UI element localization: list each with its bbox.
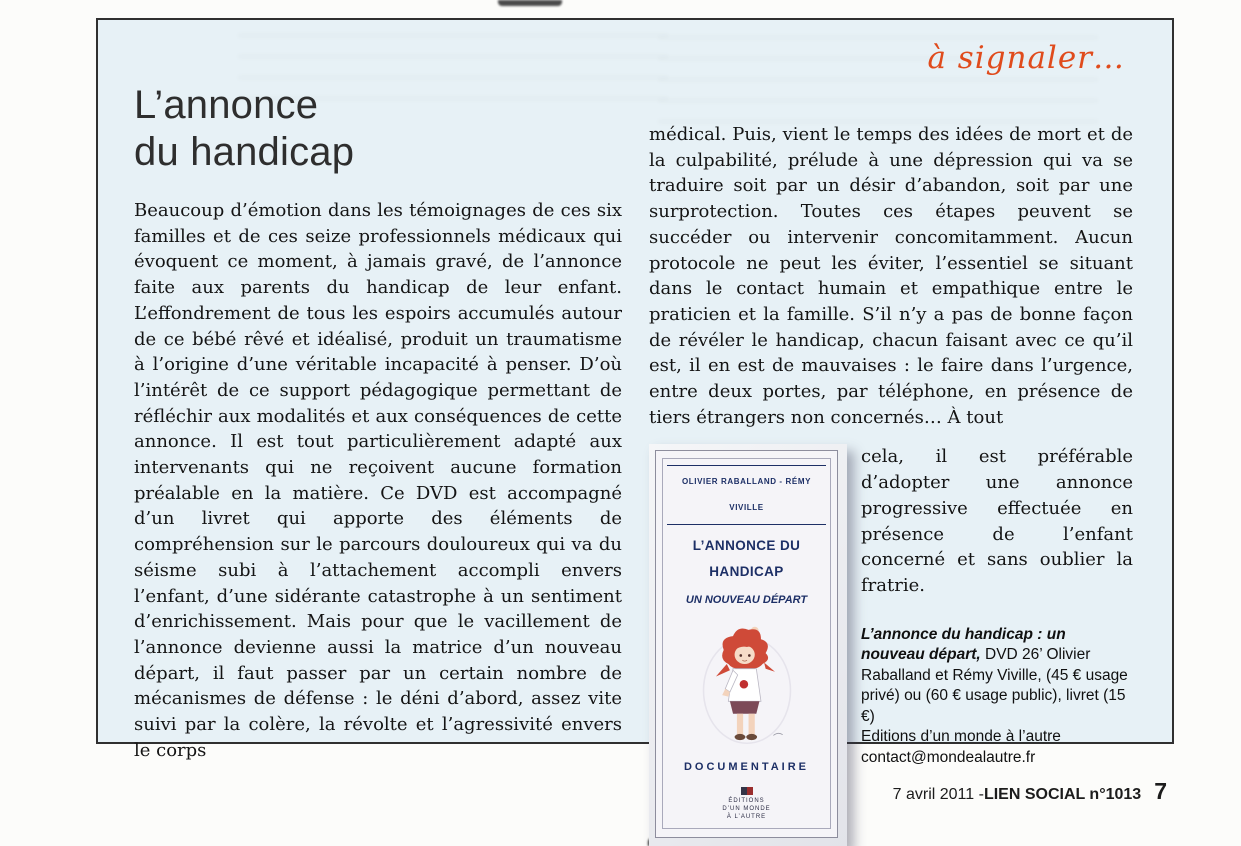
footer-page-number: 7 [1154,778,1167,804]
publisher-line: ÉDITIONS [728,797,765,804]
article-title-line1: L’annonce [134,83,319,127]
dvd-title: L’ANNONCE DU HANDICAP [692,537,801,579]
caption-publisher: Editions d’un monde à l’autre [861,728,1061,746]
body-column-left: Beaucoup d’émotion dans les témoignages de ces six familles et de ces seize professionnels médicaux qui évoquent ce moment, à jamais gravé, de l’annonce faite aux parents du handicap de leur enfant. L’effondrement de tous les espoirs accumulés autour de ce bébé rêvé et idéalisé, produit un traumatisme à l’origine d’une véritable incapacité à penser. D’où l’intérêt de ce support pédagogique permettant de réfléchir aux modalités et aux conséquences de cette annonce. Il est tout particulièrement adapté aux intervenants qui ne reçoivent aucune formation préalable en la matière. Ce DVD est accompagné d’un livret qui apporte des éléments de compréhension sur le parcours douloureux qui va du séisme subi à l’attachement accompli envers l’enfant, d’une sidérante catastrophe à un sentiment d’enrichissement. Mais pour que le vacillement de l’annonce devienne aussi la matrice d’un nouveau départ, il faut passer par un certain nombre de mécanismes de défense : le déni d’abord, assez vite suivi par la colère, la révolte et l’agressivité envers le corps [134,200,622,761]
dvd-cover [655,450,838,837]
manga-girl-illustration [686,619,808,751]
page-footer [893,778,1167,805]
dvd-genre: DOCUMENTAIRE [683,760,809,773]
dvd-cover-inner [662,458,831,828]
body-column-right-text: médical. Puis, vient le temps des idées de mort et de la culpabilité, prélude à une dépression qui va se traduire soit par un désir d’abandon, soit par une surprotection. Toutes ces étapes peuvent se succéder ou intervenir concomitamment. Aucun protocole ne peut les éviter, l’essentiel se situant dans le contact humain et empathique entre le praticien et la famille. S’il n’y a pas de bonne façon de révéler le handicap, chacun faisant avec ce qu’il est, il en est de mauvaises : le faire dans l’urgence, entre deux portes, par téléphone, en présence de tiers étrangers non concernés… À tout [649,124,1133,428]
section-label: à signaler… [927,40,1125,76]
caption-title: L’annonce du handicap : un nouveau départ, [861,625,1066,664]
publisher-line: D’UN MONDE [722,805,771,812]
dvd-cover-illustration [667,619,826,751]
caption-contact-email: contact@mondealautre.fr [861,748,1036,766]
body-wrapped-text: cela, il est préférable d’adopter une annonce progressive effectuée en présence de l’enfant concerné et sans oublier la fratrie. [861,446,1133,596]
caption-details: DVD 26’ Olivier Raballand et Rémy Viville, (45 € usage privé) ou (60 € usage public), livret (15 €) [861,646,1128,725]
dvd-publisher-logo [667,787,826,821]
scan-smudge-top [498,0,562,6]
publisher-line: À L’AUTRE [726,813,767,820]
footer-journal-title: LIEN SOCIAL n°1013 [983,786,1142,803]
dvd-authors: OLIVIER RABALLAND - RÉMY VIVILLE [667,465,826,524]
publisher-logo-mark [741,787,753,795]
body-column-right [649,122,1133,846]
dvd-caption [861,625,1133,769]
dvd-cover-photo [649,444,847,846]
dvd-subtitle: UN NOUVEAU DÉPART [685,594,808,607]
footer-date: 7 avril 2011 - [892,786,984,803]
article-title [134,82,354,176]
article-title-line2: du handicap [134,130,355,174]
